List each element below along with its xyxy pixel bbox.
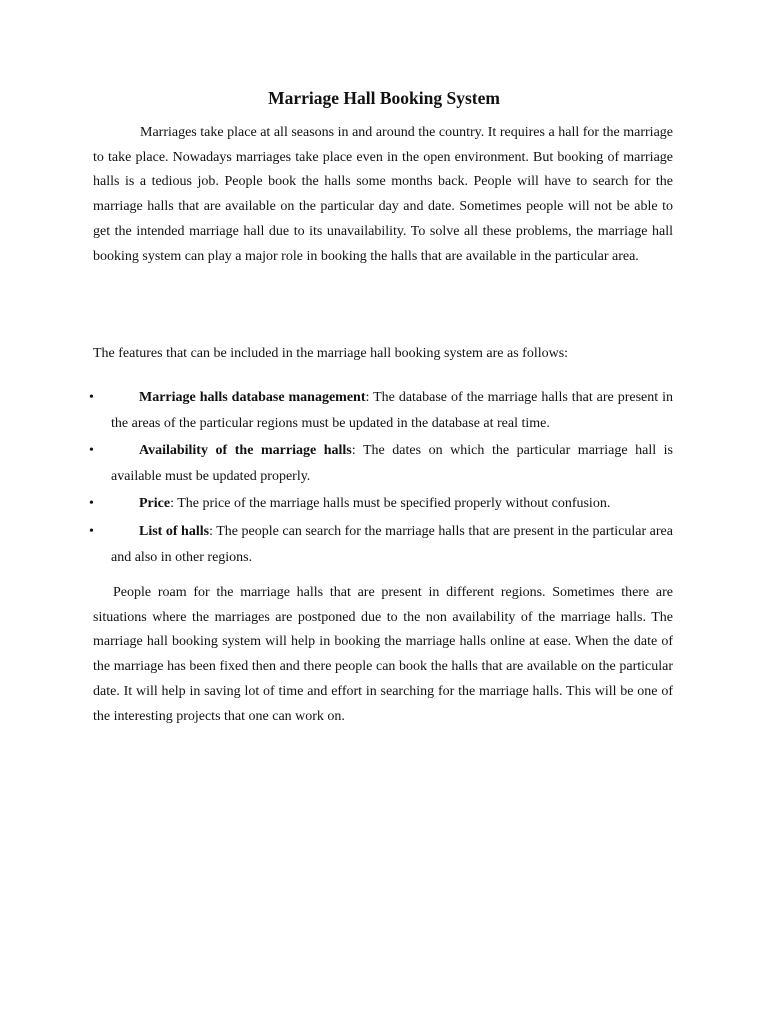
feature-item — [89, 385, 673, 436]
bullet-icon: • — [89, 496, 94, 512]
bullet-icon: • — [89, 443, 94, 459]
feature-name: List of halls — [139, 523, 210, 539]
features-intro-paragraph: The features that can be included in the marriage hall booking system are as follows: — [93, 346, 569, 361]
conclusion-paragraph: People roam for the marriage halls that are present in different regions. Sometimes there are situations where the marriages are postponed due to the non availability of the marriage halls. The marriage hall booking system will help in booking the marriage halls online at ease. When the date of the marriage has been fixed then and there people can book the halls that are available on the particular date. It will help in saving lot of time and effort in searching for the marriage halls. This will be one of the interesting projects that one can work on. — [93, 585, 673, 724]
feature-name: Availability of the marriage halls — [139, 443, 352, 459]
feature-description: : The people can search for the marriage halls that are present in the particular area and also in other regions. — [111, 523, 673, 565]
bullet-icon: • — [89, 390, 94, 405]
feature-item — [89, 438, 673, 489]
feature-description: : The database of the marriage halls that are present in the areas of the particular regions must be updated in the database at real time. — [111, 390, 673, 431]
feature-item — [89, 519, 673, 570]
bullet-icon: • — [89, 523, 94, 539]
feature-name: Price — [139, 496, 171, 512]
feature-description: : The price of the marriage halls must be specified properly without confusion. — [170, 496, 611, 512]
document-title: Marriage Hall Booking System — [268, 88, 500, 108]
features-list — [89, 385, 673, 572]
feature-description: : The dates on which the particular marriage hall is available must be updated properly. — [111, 443, 673, 484]
feature-item — [89, 491, 673, 517]
feature-name: Marriage halls database management — [139, 390, 366, 405]
intro-paragraph: Marriages take place at all seasons in and around the country. It requires a hall for the marriage to take place. Nowadays marriages take place even in the open environment. But booking of marriage halls is a tedious job. People book the halls some months back. People will have to search for the marriage halls that are available on the particular day and date. Sometimes people will not be able to get the intended marriage hall due to its unavailability. To solve all these problems, the marriage hall booking system can play a major role in booking the halls that are available in the particular area. — [93, 125, 673, 264]
